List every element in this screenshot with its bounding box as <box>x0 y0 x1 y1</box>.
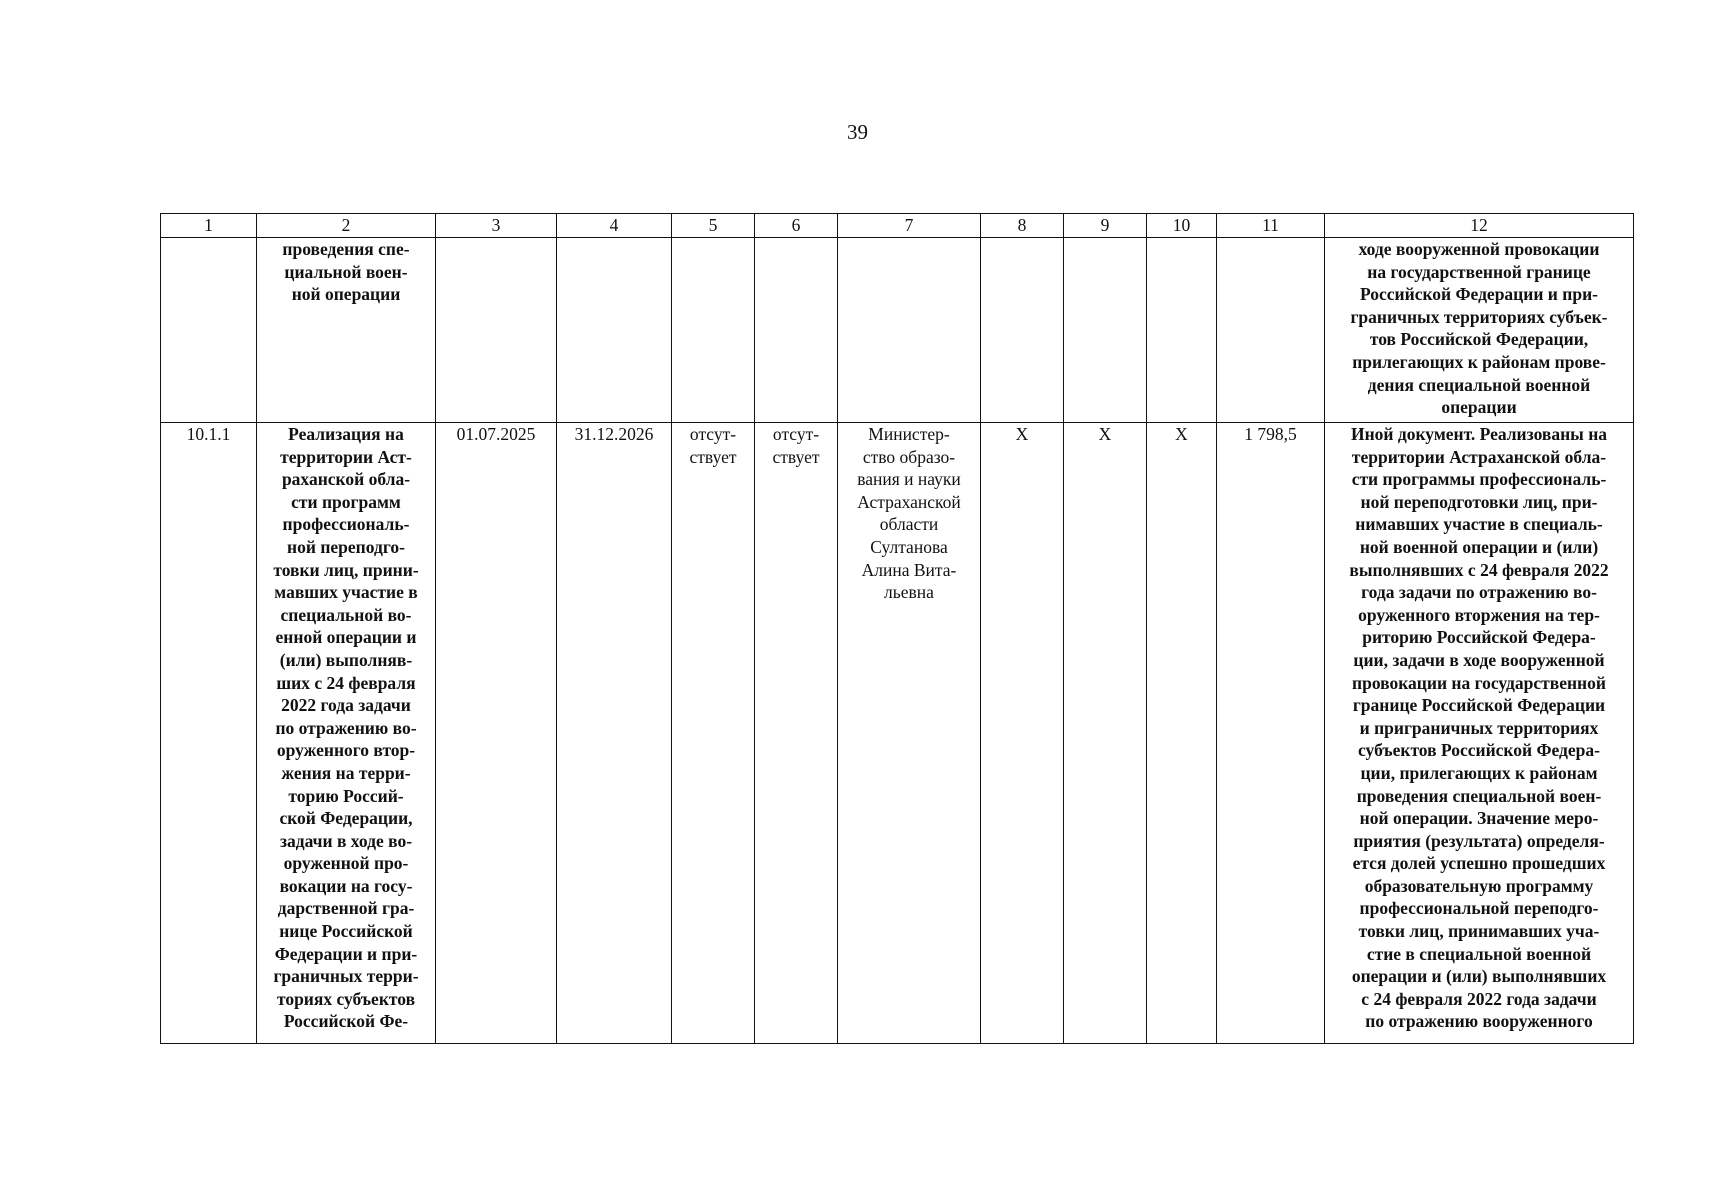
cell-col-5 <box>672 423 755 1044</box>
cell-measure-name <box>257 238 436 423</box>
header-col-1: 1 <box>161 214 257 238</box>
cell-responsible <box>838 238 981 423</box>
cell-end-date-text: 31.12.2026 <box>574 424 654 444</box>
header-col-12: 12 <box>1325 214 1634 238</box>
cell-col-5 <box>672 238 755 423</box>
cell-start-date-text: 01.07.2025 <box>456 424 536 444</box>
cell-col-10 <box>1147 238 1217 423</box>
header-col-3: 3 <box>436 214 557 238</box>
cell-col-8 <box>981 238 1064 423</box>
header-col-4: 4 <box>557 214 672 238</box>
cell-result-description <box>1325 238 1634 423</box>
cell-number <box>161 423 257 1044</box>
cell-col-9 <box>1064 423 1147 1044</box>
cell-amount <box>1217 238 1325 423</box>
cell-result-description-text: ходе вооруженной провокации на государственной границе Российской Федерации и при- граничных территориях субъек- тов Российской Федерации, прилегающих к районам прове- дения специальной военной операции <box>1350 239 1608 418</box>
header-col-11: 11 <box>1217 214 1325 238</box>
cell-amount-text: 1 798,5 <box>1244 424 1297 444</box>
cell-col-8 <box>981 423 1064 1044</box>
cell-responsible <box>838 423 981 1044</box>
header-col-9: 9 <box>1064 214 1147 238</box>
header-row <box>161 214 1634 238</box>
cell-col-9 <box>1064 238 1147 423</box>
table-row-continuation <box>161 238 1634 423</box>
cell-measure-name-text: проведения спе- циальной воен- ной операции <box>282 239 410 305</box>
table-row-10-1-1 <box>161 423 1634 1044</box>
cell-col-6 <box>755 238 838 423</box>
header-col-5: 5 <box>672 214 755 238</box>
header-col-6: 6 <box>755 214 838 238</box>
page-number: 39 <box>847 120 868 144</box>
measures-table <box>160 213 1634 1044</box>
cell-col-10-text: X <box>1175 424 1188 444</box>
cell-amount <box>1217 423 1325 1044</box>
cell-col-10 <box>1147 423 1217 1044</box>
cell-measure-name <box>257 423 436 1044</box>
cell-measure-name-text: Реализация на территории Аст- раханской обла- сти программ профессиональ- ной переподго- товки лиц, прини- мавших участие в специальной во- енной операции и (или) выполняв- ших с 24 февраля 2022 года задачи по отражению во- оруженного втор- жения на терри- торию Россий- ской Федерации, задачи в ходе во- оруженной про- вокации на госу- дарственной гра- нице Российской Федерации и при- граничных терри- ториях субъектов Российской Фе- <box>273 424 419 1032</box>
header-col-7: 7 <box>838 214 981 238</box>
cell-responsible-text: Министер- ство образо- вания и науки Астраханской области Султанова Алина Вита- льевна <box>857 424 961 603</box>
cell-start-date <box>436 238 557 423</box>
cell-col-5-text: отсут- ствует <box>689 424 737 467</box>
cell-start-date <box>436 423 557 1044</box>
header-col-2: 2 <box>257 214 436 238</box>
cell-col-9-text: X <box>1098 424 1112 444</box>
header-col-8: 8 <box>981 214 1064 238</box>
cell-end-date <box>557 423 672 1044</box>
cell-result-description <box>1325 423 1634 1044</box>
cell-result-description-text: Иной документ. Реализованы на территории Астраханской обла- сти программы профессиональ- ной переподготовки лиц, при- нимавших участие в специаль- ной военной операции и (или) выполнявших с 24 февраля 2022 года задачи по отражению во- оруженного вторжения на тер- риторию Российской Федера- ции, задачи в ходе вооруженной провокации на государственной границе Российской Федерации и приграничных территориях субъектов Российской Федера- ции, прилегающих к районам проведения специальной воен- ной операции. Значение меро- приятия (результата) определя- ется долей успешно прошедших образовательную программу профессиональной переподго- товки лиц, принимавших уча- стие в специальной военной операции и (или) выполнявших с 24 февраля 2022 года задачи по отражению вооруженного <box>1349 424 1609 1032</box>
cell-col-8-text: X <box>1015 424 1029 444</box>
cell-col-6-text: отсут- ствует <box>772 424 820 467</box>
header-col-10: 10 <box>1147 214 1217 238</box>
cell-end-date <box>557 238 672 423</box>
cell-number-text: 10.1.1 <box>186 424 231 444</box>
cell-col-6 <box>755 423 838 1044</box>
cell-number <box>161 238 257 423</box>
